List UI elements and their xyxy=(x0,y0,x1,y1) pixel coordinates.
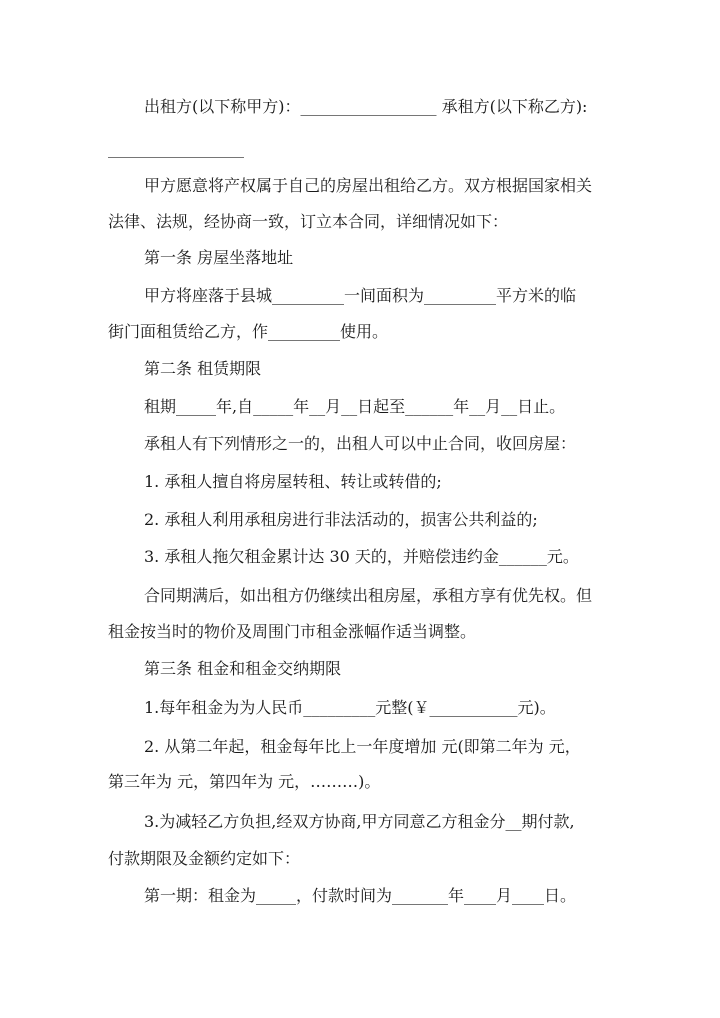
text-line: 3.为减轻乙方负担,经双方协商,甲方同意乙方租金分__期付款, xyxy=(144,812,575,831)
text-line: 出租方(以下称甲方)：_________________ 承租方(以下称乙方): xyxy=(144,97,588,116)
text-line: 第一期：租金为_____，付款时间为_______年____月____日。 xyxy=(144,886,577,905)
paragraph-line xyxy=(0,318,720,346)
list-item xyxy=(0,733,720,761)
text-line: 租期_____年,自_____年__月__日起至______年__月__日止。 xyxy=(144,397,566,416)
text-line: 第三条 租金和租金交纳期限 xyxy=(144,659,342,678)
text-line: 第三年为 元，第四年为 元，………)。 xyxy=(108,772,381,791)
section-heading xyxy=(0,244,720,272)
paragraph-line xyxy=(0,208,720,236)
party-line xyxy=(0,93,720,121)
paragraph-line xyxy=(0,768,720,796)
text-line: 1.每年租金为为人民币_________元整(￥___________元)。 xyxy=(144,698,556,717)
paragraph-line xyxy=(0,845,720,873)
text-line: 第二条 租赁期限 xyxy=(144,359,262,378)
paragraph-line xyxy=(0,282,720,310)
list-item xyxy=(0,694,720,722)
text-line: 甲方将座落于县城_________一间面积为_________平方米的临 xyxy=(144,286,577,305)
paragraph-line xyxy=(0,882,720,910)
text-line: 承租人有下列情形之一的，出租人可以中止合同，收回房屋： xyxy=(144,434,577,453)
paragraph-line xyxy=(0,393,720,421)
text-line: 甲方愿意将产权属于自己的房屋出租给乙方。双方根据国家相关 xyxy=(144,176,593,195)
text-line: 3. 承租人拖欠租金累计达 30 天的，并赔偿违约金______元。 xyxy=(144,547,579,566)
party-blank-line xyxy=(0,135,720,163)
list-item xyxy=(0,506,720,534)
section-heading xyxy=(0,655,720,683)
text-line: _________________ xyxy=(108,139,244,158)
text-line: 租金按当时的物价及周围门市租金涨幅作适当调整。 xyxy=(108,622,477,641)
text-line: 2. 从第二年起，租金每年比上一年度增加 元(即第二年为 元， xyxy=(144,737,581,756)
section-heading xyxy=(0,355,720,383)
text-line: 付款期限及金额约定如下： xyxy=(108,849,301,868)
text-line: 1. 承租人擅自将房屋转租、转让或转借的; xyxy=(144,472,442,491)
text-line: 第一条 房屋坐落地址 xyxy=(144,248,294,267)
text-line: 街门面租赁给乙方，作_________使用。 xyxy=(108,322,389,341)
text-line: 合同期满后，如出租方仍继续出租房屋，承租方享有优先权。但 xyxy=(144,586,593,605)
list-item xyxy=(0,543,720,571)
paragraph-line xyxy=(0,582,720,610)
paragraph-line xyxy=(0,172,720,200)
paragraph-line xyxy=(0,618,720,646)
list-item xyxy=(0,808,720,836)
text-line: 法律、法规，经协商一致，订立本合同，详细情况如下： xyxy=(108,212,509,231)
paragraph-line xyxy=(0,430,720,458)
text-line: 2. 承租人利用承租房进行非法活动的，损害公共利益的; xyxy=(144,510,538,529)
list-item xyxy=(0,468,720,496)
